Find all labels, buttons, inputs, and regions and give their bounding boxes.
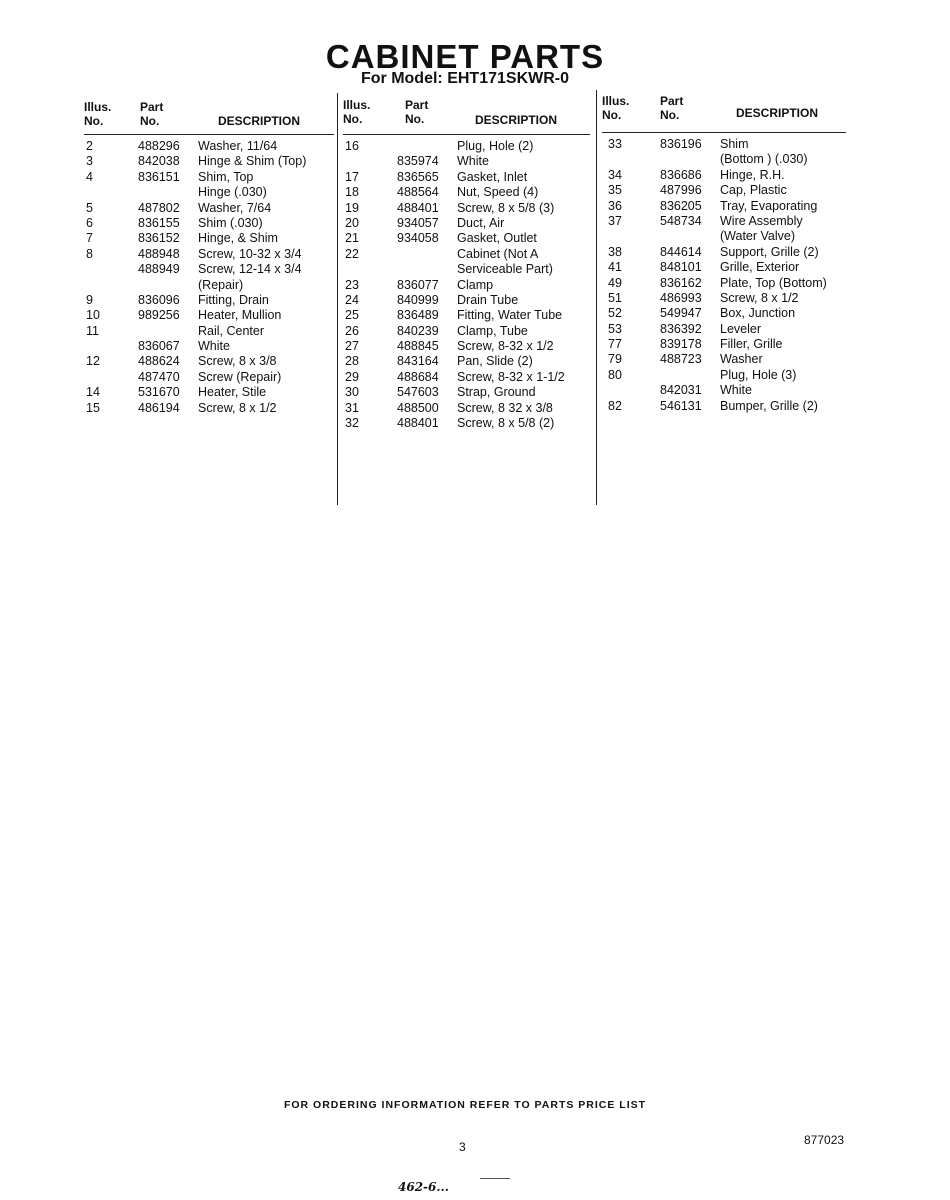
part-number: 836151 [138,169,180,184]
part-description: Fitting, Water Tube [457,308,563,323]
parts-row [343,216,590,231]
part-number: 487996 [660,183,702,198]
part-header: Part No. [660,94,684,122]
part-description: Gasket, Outlet [457,231,537,246]
illus-number: 26 [345,323,359,338]
part-number: 487802 [138,200,180,215]
parts-row [84,247,334,262]
column-header [84,96,334,135]
page-title: CABINET PARTS [325,38,605,75]
part-number: 488845 [397,339,439,354]
part-number: 548734 [660,213,702,228]
part-number: 488624 [138,354,180,369]
parts-column-1 [84,96,334,416]
illus-number: 6 [86,215,93,230]
part-number: 840999 [397,292,439,307]
part-description: Cap, Plastic [720,183,787,198]
parts-rows [343,135,590,431]
parts-row [602,168,846,183]
illus-number: 18 [345,185,359,200]
parts-row [84,385,334,400]
part-description: White [720,383,752,398]
part-description: Tray, Evaporating [720,198,818,213]
parts-row [602,214,846,229]
parts-row [602,322,846,337]
part-description: (Bottom ) (.030) [720,152,808,167]
part-description: Screw (Repair) [198,369,282,384]
part-description: Hinge & Shim (Top) [198,154,307,169]
column-divider [337,93,338,505]
part-description: Clamp, Tube [457,323,528,338]
parts-row [84,185,334,200]
part-header: Part No. [405,98,429,126]
part-description: Nut, Speed (4) [457,185,539,200]
part-description: Leveler [720,321,761,336]
part-description: Screw, 8 x 1/2 [720,290,799,305]
part-description: (Water Valve) [720,229,796,244]
part-description: Fitting, Drain [198,292,269,307]
column-header [343,96,590,135]
part-description: Screw, 8 x 5/8 (2) [457,416,555,431]
illus-number: 53 [608,321,622,336]
part-number: 836152 [138,231,180,246]
parts-row [602,152,846,167]
parts-row [602,137,846,152]
parts-row [84,170,334,185]
part-description: Pan, Slide (2) [457,354,533,369]
illus-number: 79 [608,352,622,367]
part-number: 547603 [397,385,439,400]
parts-column-3 [602,94,846,414]
part-number: 840239 [397,323,439,338]
part-description: Box, Junction [720,306,796,321]
illus-number: 41 [608,260,622,275]
part-description: Hinge (.030) [198,185,267,200]
illus-number: 38 [608,244,622,259]
parts-row [602,291,846,306]
parts-row [343,262,590,277]
illus-header: Illus. No. [602,94,630,122]
part-number: 488564 [397,185,439,200]
part-description: White [457,154,489,169]
description-header: DESCRIPTION [736,106,819,120]
part-number: 488948 [138,246,180,261]
illus-number: 15 [86,400,100,415]
illus-number: 16 [345,139,359,153]
parts-row [343,385,590,400]
part-number: 836565 [397,169,439,184]
part-number: 488296 [138,139,180,153]
parts-row [84,262,334,277]
ordering-footer: FOR ORDERING INFORMATION REFER TO PARTS PRICE LIST [283,1099,647,1111]
part-description: Duct, Air [457,215,505,230]
part-number: 531670 [138,385,180,400]
part-number: 488401 [397,200,439,215]
part-description: Washer, 7/64 [198,200,272,215]
illus-number: 52 [608,306,622,321]
part-number: 842031 [660,383,702,398]
illus-number: 17 [345,169,359,184]
illus-number: 9 [86,292,93,307]
page-number: 3 [459,1140,466,1154]
illus-number: 31 [345,400,359,415]
parts-row [343,154,590,169]
illus-number: 21 [345,231,359,246]
illus-number: 8 [86,246,93,261]
illus-number: 32 [345,416,359,431]
parts-row [343,308,590,323]
illus-number: 49 [608,275,622,290]
part-description: Plate, Top (Bottom) [720,275,827,290]
part-description: Hinge, R.H. [720,167,785,182]
part-number: 836686 [660,167,702,182]
parts-row [602,183,846,198]
part-number: 934057 [397,215,439,230]
parts-row [343,231,590,246]
parts-row [602,352,846,367]
parts-row [343,170,590,185]
parts-row [84,324,334,339]
parts-row [84,293,334,308]
parts-row [602,399,846,414]
part-description: Screw, 10-32 x 3/4 [198,246,302,261]
part-number: 487470 [138,369,180,384]
parts-row [343,370,590,385]
parts-row [84,154,334,169]
parts-row [84,354,334,369]
part-description: Screw, 8 x 1/2 [198,400,277,415]
part-description: Gasket, Inlet [457,169,528,184]
parts-row [84,308,334,323]
illus-header: Illus. No. [84,100,112,128]
parts-row [602,276,846,291]
part-description: Washer, 11/64 [198,139,278,153]
illus-number: 37 [608,213,622,228]
part-number: 549947 [660,306,702,321]
part-description: Rail, Center [198,323,264,338]
part-number: 486194 [138,400,180,415]
illus-number: 27 [345,339,359,354]
part-number: 836067 [138,339,180,354]
part-number: 836162 [660,275,702,290]
part-number: 488684 [397,369,439,384]
handwritten-note: 462-6... [398,1180,449,1194]
part-number: 486993 [660,290,702,305]
parts-row [84,201,334,216]
illus-number: 34 [608,167,622,182]
part-number: 488500 [397,400,439,415]
parts-row [602,245,846,260]
illus-number: 23 [345,277,359,292]
illus-number: 5 [86,200,93,215]
part-description: White [198,339,230,354]
parts-row [84,216,334,231]
parts-row [84,370,334,385]
part-description: Cabinet (Not A [457,246,539,261]
illus-number: 19 [345,200,359,215]
part-number: 836489 [397,308,439,323]
parts-row [602,306,846,321]
part-description: Hinge, & Shim [198,231,278,246]
illus-number: 20 [345,215,359,230]
illus-number: 3 [86,154,93,169]
part-number: 934058 [397,231,439,246]
part-description: Washer [720,352,763,367]
parts-rows [602,133,846,414]
illus-number: 11 [86,323,99,338]
illus-number: 29 [345,369,359,384]
parts-row [602,199,846,214]
part-number: 839178 [660,337,702,352]
parts-row [84,339,334,354]
part-description: Bumper, Grille (2) [720,398,818,413]
part-description: Filler, Grille [720,337,783,352]
illus-number: 2 [86,139,93,153]
parts-row [343,416,590,431]
part-description: Screw, 8 x 5/8 (3) [457,200,555,215]
parts-row [343,293,590,308]
parts-row [343,354,590,369]
part-number: 848101 [660,260,702,275]
illus-number: 22 [345,246,359,261]
part-description: Heater, Mullion [198,308,282,323]
illus-number: 80 [608,367,622,382]
description-header: DESCRIPTION [218,114,301,128]
illus-number: 4 [86,169,93,184]
parts-row [343,401,590,416]
parts-row [343,278,590,293]
parts-row [84,401,334,416]
model-subtitle: For Model: EHT171SKWR-0 [360,70,569,87]
illus-number: 12 [86,354,100,369]
parts-row [602,260,846,275]
part-description: Screw, 8 x 3/8 [198,354,277,369]
illus-header: Illus. No. [343,98,371,126]
part-number: 844614 [660,244,702,259]
parts-row [343,139,590,154]
part-number: 836096 [138,292,180,307]
part-description: Plug, Hole (2) [457,139,534,153]
illus-number: 82 [608,398,622,413]
part-description: Shim (.030) [198,215,263,230]
part-number: 546131 [660,398,702,413]
part-number: 836196 [660,137,702,151]
parts-row [602,229,846,244]
part-description: (Repair) [198,277,244,292]
part-number: 836155 [138,215,180,230]
illus-number: 33 [608,137,622,151]
illus-number: 24 [345,292,359,307]
part-number: 989256 [138,308,180,323]
parts-row [343,247,590,262]
part-number: 488949 [138,262,180,277]
part-number: 836392 [660,321,702,336]
parts-row [343,185,590,200]
part-description: Support, Grille (2) [720,244,819,259]
part-number: 835974 [397,154,439,169]
illus-number: 77 [608,337,622,352]
part-number: 836077 [397,277,439,292]
parts-row [343,324,590,339]
illus-number: 14 [86,385,100,400]
parts-row [602,337,846,352]
part-description: Screw, 12-14 x 3/4 [198,262,302,277]
parts-row [343,201,590,216]
illus-number: 36 [608,198,622,213]
part-description: Screw, 8-32 x 1/2 [457,339,554,354]
part-description: Clamp [457,277,494,292]
illus-number: 35 [608,183,622,198]
part-description: Drain Tube [457,292,519,307]
part-description: Heater, Stile [198,385,267,400]
parts-row [343,339,590,354]
part-description: Screw, 8 32 x 3/8 [457,400,553,415]
part-number: 488401 [397,416,439,431]
parts-row [84,139,334,154]
document-number: 877023 [804,1133,845,1147]
illus-number: 30 [345,385,359,400]
parts-row [84,231,334,246]
parts-column-2 [343,96,590,431]
illus-number: 25 [345,308,359,323]
parts-row [602,368,846,383]
part-number: 843164 [397,354,439,369]
parts-row [602,383,846,398]
part-description: Shim, Top [198,169,254,184]
part-description: Serviceable Part) [457,262,553,277]
column-header [602,94,846,133]
column-divider [596,90,597,505]
part-number: 488723 [660,352,702,367]
parts-row [84,278,334,293]
parts-rows [84,135,334,416]
part-description: Grille, Exterior [720,260,800,275]
description-header: DESCRIPTION [475,113,558,127]
part-description: Strap, Ground [457,385,536,400]
illus-number: 7 [86,231,93,246]
illus-number: 51 [608,290,622,305]
part-number: 836205 [660,198,702,213]
part-description: Shim [720,137,749,151]
handwritten-underline [480,1178,510,1179]
illus-number: 10 [86,308,100,323]
part-number: 842038 [138,154,180,169]
part-description: Plug, Hole (3) [720,367,797,382]
part-header: Part No. [140,100,164,128]
illus-number: 28 [345,354,359,369]
part-description: Screw, 8-32 x 1-1/2 [457,369,565,384]
part-description: Wire Assembly [720,213,803,228]
